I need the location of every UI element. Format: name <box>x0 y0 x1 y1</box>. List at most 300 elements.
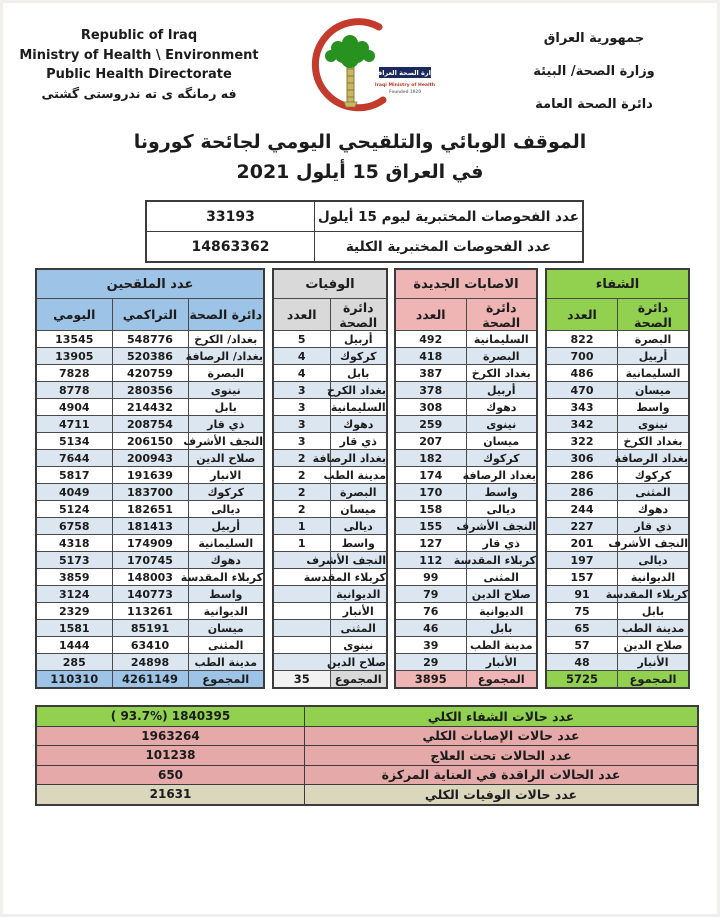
cell-directorate: بابل <box>466 620 537 637</box>
table-row <box>273 416 387 433</box>
table-row <box>546 654 689 671</box>
table-row <box>36 535 264 552</box>
report-title <box>0 127 720 188</box>
table-row <box>395 484 537 501</box>
table-row <box>36 331 264 348</box>
cell-directorate: نينوى <box>330 637 387 654</box>
cell-count: 5 <box>273 331 330 348</box>
cell-count: 191639 <box>112 467 188 484</box>
cell-directorate: واسط <box>466 484 537 501</box>
summary-value-cell: 21631 <box>36 785 305 805</box>
cell-directorate: بغداد/ الرصافة <box>185 349 263 363</box>
cell-directorate: السليمانية <box>330 400 386 414</box>
cell-count: 520386 <box>112 348 188 365</box>
cell-directorate: النجف الأشرف <box>306 553 386 567</box>
cell-directorate: ديالى <box>330 518 387 535</box>
cell-directorate: ميسان <box>188 620 264 637</box>
summary-label-cell: عدد حالات الوفيات الكلي <box>305 785 699 805</box>
cell-count: 4049 <box>36 484 112 501</box>
cell-directorate: النجف الأشرف <box>183 434 263 448</box>
table-row <box>36 569 264 586</box>
cell-count: 140773 <box>112 586 188 603</box>
table-row <box>36 450 264 467</box>
table-row <box>395 450 537 467</box>
table-row <box>273 365 387 382</box>
logo-text-badge <box>371 67 438 94</box>
table-row <box>273 467 387 484</box>
cell-count: 4 <box>273 348 330 365</box>
cell-count: 7828 <box>36 365 112 382</box>
cell-directorate: واسط <box>188 586 264 603</box>
cell-directorate: بغداد الرصافة <box>312 451 386 465</box>
header-english-line3: Public Health Directorate <box>46 67 232 82</box>
cell-count: 13905 <box>36 348 112 365</box>
table-row <box>395 382 537 399</box>
cell-directorate: الديوانية <box>618 569 690 586</box>
cell-count <box>273 586 330 603</box>
summary-row <box>36 726 698 746</box>
cell-directorate: بابل <box>188 399 264 416</box>
cell-directorate: بغداد الكرخ <box>466 365 537 382</box>
cell-count: 57 <box>546 637 618 654</box>
province-table-vaccinated <box>35 268 265 689</box>
summary-label-cell: عدد حالات الشفاء الكلي <box>305 706 699 726</box>
cell-count: 3 <box>273 416 330 433</box>
cell-directorate: مدينة الطب <box>466 637 537 654</box>
cell-count: 387 <box>395 365 466 382</box>
column-header: دائرة الصحة <box>330 299 387 331</box>
cell-count: 342 <box>546 416 618 433</box>
table-total-row <box>546 671 689 689</box>
cell-directorate: البصرة <box>330 484 387 501</box>
logo-english-text: Iraqi Ministry of Health <box>374 83 436 88</box>
lab-tests-table <box>145 200 584 263</box>
table-title-row <box>395 269 537 299</box>
cell-count: 418 <box>395 348 466 365</box>
cell-count: 157 <box>546 569 618 586</box>
cell-count: 197 <box>546 552 618 569</box>
cell-count: 5817 <box>36 467 112 484</box>
table-row <box>395 552 537 569</box>
cell-count: 99 <box>395 569 466 586</box>
table-row <box>395 331 537 348</box>
table-row <box>36 399 264 416</box>
table-row <box>546 331 689 348</box>
cell-directorate: صلاح الدين <box>618 637 690 654</box>
table-row <box>273 501 387 518</box>
cell-directorate: كركوك <box>466 450 537 467</box>
cell-directorate: ديالى <box>188 501 264 518</box>
province-table-deaths <box>272 268 388 689</box>
cell-count: 65 <box>546 620 618 637</box>
table-row <box>36 467 264 484</box>
cell-count: 155 <box>395 518 466 535</box>
cell-count: 201 <box>546 535 618 552</box>
table-row <box>395 603 537 620</box>
column-header: اليومي <box>36 299 112 331</box>
cell-count: 308 <box>395 399 466 416</box>
cell-directorate: أربيل <box>618 348 690 365</box>
cell-directorate: البصرة <box>188 365 264 382</box>
cell-directorate: ميسان <box>330 501 387 518</box>
cell-count: 5124 <box>36 501 112 518</box>
table-row <box>36 552 264 569</box>
table-row <box>546 382 689 399</box>
table-row <box>273 603 387 620</box>
cell-directorate: الأنبار <box>618 654 690 671</box>
cell-count: 2 <box>273 484 330 501</box>
cell-directorate: بغداد الكرخ <box>326 383 386 397</box>
report-title-line1: الموقف الوبائي والتلقيحي اليومي لجائحة كورونا <box>133 131 587 153</box>
cell-directorate: أربيل <box>330 331 387 348</box>
cell-count: 3 <box>273 433 330 450</box>
cell-directorate: كربلاء المقدسة <box>453 553 536 567</box>
cell-count: 1 <box>273 535 330 552</box>
table-row <box>395 501 537 518</box>
tests-table-row <box>146 232 583 263</box>
cell-count: 6758 <box>36 518 112 535</box>
cell-count: 280356 <box>112 382 188 399</box>
cell-directorate: كركوك <box>618 467 690 484</box>
header-english-line1: Republic of Iraq <box>80 28 198 43</box>
cell-directorate: البصرة <box>466 348 537 365</box>
logo-arabic-text: وزارة الصحة العراقية <box>371 69 439 77</box>
table-row <box>36 654 264 671</box>
summary-row <box>36 706 698 726</box>
cell-count: 4318 <box>36 535 112 552</box>
cell-directorate: كربلاء المقدسة <box>303 570 386 584</box>
cell-count: 76 <box>395 603 466 620</box>
table-row <box>273 450 387 467</box>
cell-count: 322 <box>546 433 618 450</box>
table-row <box>395 620 537 637</box>
cell-count: 492 <box>395 331 466 348</box>
summary-label-cell: عدد حالات الإصابات الكلي <box>305 726 699 746</box>
cell-directorate: ذي قار <box>466 535 537 552</box>
cell-directorate: صلاح الدين <box>466 586 537 603</box>
table-row <box>273 620 387 637</box>
province-tables <box>0 268 720 704</box>
column-header: دائرة الصحة <box>188 299 264 331</box>
cell-directorate: كركوك <box>330 348 387 365</box>
table-total-row <box>273 671 387 689</box>
cell-directorate: أربيل <box>466 382 537 399</box>
province-table-infections <box>394 268 538 689</box>
cell-count <box>273 637 330 654</box>
cell-count: 822 <box>546 331 618 348</box>
tests-label-cell: عدد الفحوصات المختبرية ليوم 15 أيلول <box>315 201 584 232</box>
table-row <box>273 348 387 365</box>
cell-count: 79 <box>395 586 466 603</box>
cell-directorate: ذي قار <box>618 518 690 535</box>
table-row <box>395 637 537 654</box>
cell-count: 5134 <box>36 433 112 450</box>
cell-count: 343 <box>546 399 618 416</box>
cell-count: 182 <box>395 450 466 467</box>
cell-count: 8778 <box>36 382 112 399</box>
table-row <box>273 637 387 654</box>
table-row <box>273 331 387 348</box>
cell-count: 1581 <box>36 620 112 637</box>
table-row <box>546 433 689 450</box>
cell-count: 2 <box>273 450 330 467</box>
table-row <box>395 416 537 433</box>
cell-directorate: السليمانية <box>618 365 690 382</box>
cell-directorate: المثنى <box>618 484 690 501</box>
table-header-row <box>395 299 537 331</box>
table-row <box>546 365 689 382</box>
table-title: الاصابات الجديدة <box>395 269 537 299</box>
cell-directorate: بغداد الرصافة <box>614 451 688 465</box>
table-row <box>36 501 264 518</box>
table-row <box>395 467 537 484</box>
table-row <box>395 365 537 382</box>
summary-value-cell: 1963264 <box>36 726 305 746</box>
cell-count: 2 <box>273 467 330 484</box>
summary-row <box>36 785 698 805</box>
table-row <box>36 348 264 365</box>
cell-directorate: دهوك <box>466 399 537 416</box>
total-value: 3895 <box>395 671 466 689</box>
table-title-row <box>273 269 387 299</box>
cell-count: 3859 <box>36 569 112 586</box>
table-row <box>273 382 387 399</box>
cell-count: 48 <box>546 654 618 671</box>
cell-count: 286 <box>546 467 618 484</box>
cell-directorate: نينوى <box>618 416 690 433</box>
total-value: 35 <box>273 671 330 689</box>
cell-count: 183700 <box>112 484 188 501</box>
cell-count: 4904 <box>36 399 112 416</box>
cell-directorate: صلاح الدين <box>188 450 264 467</box>
summary-value-cell: 650 <box>36 765 305 785</box>
cell-count: 286 <box>546 484 618 501</box>
cell-count: 2 <box>273 501 330 518</box>
table-row <box>273 535 387 552</box>
cell-directorate: السليمانية <box>466 331 537 348</box>
cell-directorate: النجف الأشرف <box>608 536 688 550</box>
cell-directorate: بغداد/ الكرخ <box>188 331 264 348</box>
total-label: المجموع <box>188 671 264 689</box>
lab-tests-table-wrap <box>145 200 584 263</box>
cell-directorate: بغداد الرصافة <box>462 468 536 482</box>
cell-directorate: واسط <box>618 399 690 416</box>
cell-directorate: دهوك <box>188 552 264 569</box>
cell-count: 259 <box>395 416 466 433</box>
cell-directorate: مدينة الطب <box>618 620 690 637</box>
cell-directorate: نينوى <box>466 416 537 433</box>
cell-count <box>273 654 330 671</box>
cell-directorate: ميسان <box>466 433 537 450</box>
table-title: عدد الملقحين <box>36 269 264 299</box>
column-header: العدد <box>273 299 330 331</box>
cell-directorate: بابل <box>618 603 690 620</box>
header-english-block <box>16 26 262 103</box>
cell-directorate: دهوك <box>618 501 690 518</box>
cell-count: 306 <box>546 450 618 467</box>
total-label: المجموع <box>618 671 690 689</box>
total-label: المجموع <box>466 671 537 689</box>
table-row <box>546 484 689 501</box>
cell-directorate: كركوك <box>188 484 264 501</box>
table-row <box>36 603 264 620</box>
cell-count: 174909 <box>112 535 188 552</box>
ministry-logo <box>281 10 439 122</box>
summary-table-wrap <box>35 705 699 806</box>
cell-count: 3124 <box>36 586 112 603</box>
column-header: دائرة الصحة <box>618 299 690 331</box>
logo-founded-text: Founded 1920 <box>389 89 421 94</box>
column-header: العدد <box>395 299 466 331</box>
table-row <box>546 586 689 603</box>
cell-count: 206150 <box>112 433 188 450</box>
summary-label-cell: عدد الحالات تحت العلاج <box>305 746 699 766</box>
cell-directorate: صلاح الدين <box>326 655 386 669</box>
table-header-row <box>546 299 689 331</box>
cell-count: 3 <box>273 399 330 416</box>
table-title-row <box>546 269 689 299</box>
cell-count: 3 <box>273 382 330 399</box>
cell-count: 182651 <box>112 501 188 518</box>
cell-directorate: ميسان <box>618 382 690 399</box>
cell-directorate: الأنبار <box>330 603 387 620</box>
column-header: دائرة الصحة <box>466 299 537 331</box>
cell-directorate: كربلاء المقدسة <box>180 570 263 584</box>
table-title-row <box>36 269 264 299</box>
cell-directorate: النجف الأشرف <box>456 519 536 533</box>
table-row <box>36 484 264 501</box>
cell-count <box>273 603 330 620</box>
cell-count: 24898 <box>112 654 188 671</box>
table-row <box>546 450 689 467</box>
table-header-row <box>273 299 387 331</box>
table-row <box>546 535 689 552</box>
report-title-line2: في العراق 15 أيلول 2021 <box>236 161 484 184</box>
table-row <box>546 467 689 484</box>
cell-count: 127 <box>395 535 466 552</box>
cell-directorate: كربلاء المقدسة <box>605 587 688 601</box>
table-row <box>546 348 689 365</box>
cell-count: 1444 <box>36 637 112 654</box>
cell-directorate: البصرة <box>618 331 690 348</box>
table-row <box>546 518 689 535</box>
total-value: 4261149 <box>112 671 188 689</box>
table-row <box>395 535 537 552</box>
cell-count: 4711 <box>36 416 112 433</box>
cell-directorate: المثنى <box>330 620 387 637</box>
column-header: العدد <box>546 299 618 331</box>
cell-count: 5173 <box>36 552 112 569</box>
summary-row <box>36 765 698 785</box>
ministry-logo-icon <box>281 10 439 122</box>
cell-count: 7644 <box>36 450 112 467</box>
cell-count: 207 <box>395 433 466 450</box>
table-row <box>395 399 537 416</box>
cell-count: 170 <box>395 484 466 501</box>
cell-directorate: بغداد الكرخ <box>618 433 690 450</box>
cell-directorate: السليمانية <box>188 535 264 552</box>
table-row <box>395 348 537 365</box>
header-kurdish-line: فه رمانگه ى ته ندروستى گشتى <box>41 85 237 101</box>
tests-value-cell: 14863362 <box>146 232 315 263</box>
cell-count: 200943 <box>112 450 188 467</box>
table-row <box>273 569 387 586</box>
header-english-line2: Ministry of Health \ Environment <box>19 47 259 63</box>
cell-count: 112 <box>395 552 466 569</box>
cell-directorate: واسط <box>330 535 387 552</box>
cell-directorate: الديوانية <box>188 603 264 620</box>
cell-directorate: نينوى <box>188 382 264 399</box>
header-arabic-line3: دائرة الصحة العامة <box>535 97 653 113</box>
table-row <box>36 620 264 637</box>
summary-row <box>36 746 698 766</box>
table-row <box>395 654 537 671</box>
cell-directorate: الانبار <box>188 467 264 484</box>
cell-directorate: الديوانية <box>330 586 387 603</box>
header-arabic-block <box>486 22 702 121</box>
column-header: التراكمي <box>112 299 188 331</box>
tests-table-row <box>146 201 583 232</box>
table-row <box>36 365 264 382</box>
cell-directorate: مدينة الطب <box>188 654 264 671</box>
cell-count <box>273 620 330 637</box>
cell-count: 181413 <box>112 518 188 535</box>
table-row <box>395 433 537 450</box>
total-label: المجموع <box>330 671 387 689</box>
table-row <box>395 586 537 603</box>
table-row <box>36 433 264 450</box>
cell-directorate: أربيل <box>188 518 264 535</box>
cell-count: 63410 <box>112 637 188 654</box>
cell-count: 244 <box>546 501 618 518</box>
cell-count: 700 <box>546 348 618 365</box>
cell-directorate: ذي قار <box>188 416 264 433</box>
table-row <box>546 501 689 518</box>
summary-value-cell: ( 93.7%) 1840395 <box>36 706 305 726</box>
cell-count: 378 <box>395 382 466 399</box>
table-row <box>546 620 689 637</box>
cell-count: 113261 <box>112 603 188 620</box>
cell-count: 85191 <box>112 620 188 637</box>
cell-directorate: بابل <box>330 365 387 382</box>
table-row <box>36 382 264 399</box>
total-value: 110310 <box>36 671 112 689</box>
tests-label-cell: عدد الفحوصات المختبرية الكلية <box>315 232 584 263</box>
cell-count: 170745 <box>112 552 188 569</box>
cell-count: 46 <box>395 620 466 637</box>
cell-count: 75 <box>546 603 618 620</box>
header-arabic-line2: وزارة الصحة/ البيئة <box>533 64 655 80</box>
cell-directorate: الأنبار <box>466 654 537 671</box>
table-row <box>273 586 387 603</box>
table-row <box>36 586 264 603</box>
table-row <box>273 518 387 535</box>
table-row <box>273 654 387 671</box>
table-row <box>546 569 689 586</box>
table-row <box>546 399 689 416</box>
cell-directorate: الديوانية <box>466 603 537 620</box>
cell-count: 2329 <box>36 603 112 620</box>
cell-directorate: المثنى <box>466 569 537 586</box>
cell-count: 39 <box>395 637 466 654</box>
cell-count: 214432 <box>112 399 188 416</box>
table-row <box>36 637 264 654</box>
cell-count: 420759 <box>112 365 188 382</box>
cell-count: 174 <box>395 467 466 484</box>
table-title: الشفاء <box>546 269 689 299</box>
cell-count: 285 <box>36 654 112 671</box>
header-arabic-line1: جمهورية العراق <box>543 31 645 46</box>
